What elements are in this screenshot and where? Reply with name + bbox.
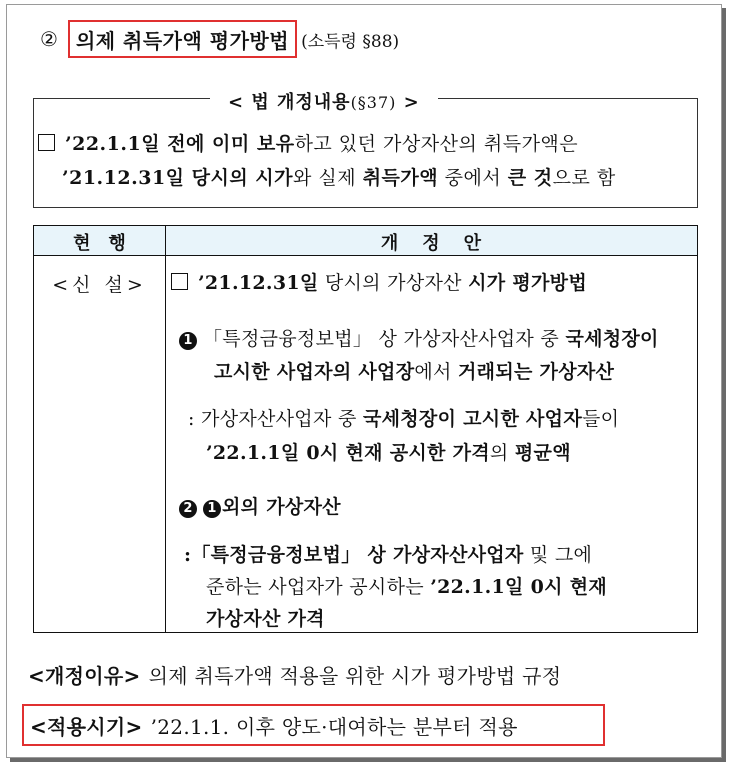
header-current: 현행 — [73, 233, 144, 254]
black-circled-number-icon: 1 — [203, 500, 221, 518]
application-timing — [30, 711, 518, 740]
summary-line-2: ’21.12.31일 당시의 시가와 실제 취득가액 중에서 큰 것으로 함 — [62, 167, 616, 189]
proposed-item-1-desc: : 가상자산사업자 중 국세청장이 고시한 사업자들이 — [188, 408, 620, 430]
comparison-table — [33, 225, 698, 633]
header-proposed: 개정안 — [380, 233, 506, 254]
black-circled-number-icon: 1 — [179, 332, 197, 350]
proposed-item-2-desc-end: 가상자산 가격 — [206, 608, 325, 630]
column-divider — [165, 226, 166, 632]
apply-tag: <적용시기> — [30, 715, 143, 739]
current-cell-new: <신 설> — [52, 274, 147, 296]
table-header-row — [34, 226, 697, 256]
checkbox-icon — [171, 273, 188, 290]
proposed-item-1: 1 「특정금융정보법」 상 가상자산사업자 중 국세청장이 — [179, 324, 659, 351]
proposed-item-2-desc: :「특정금융정보법」 상 가상자산사업자 및 그에 — [184, 544, 593, 566]
proposed-item-1-cont: 고시한 사업자의 사업장에서 거래되는 가상자산 — [214, 361, 615, 383]
reason-text: 의제 취득가액 적용을 위한 시가 평가방법 규정 — [148, 664, 562, 688]
checkbox-icon — [38, 134, 55, 151]
summary-line-1: ’22.1.1일 전에 이미 보유하고 있던 가상자산의 취득가액은 — [38, 129, 578, 156]
section-number: ② — [40, 27, 58, 51]
section-reference: (소득령 §88) — [301, 31, 400, 52]
proposed-item-1-desc-cont: ’22.1.1일 0시 현재 공시한 가격의 평균액 — [206, 442, 571, 464]
proposed-line-1: ’21.12.31일 당시의 가상자산 시가 평가방법 — [171, 268, 587, 295]
summary-legend: < 법 개정내용(§37) > — [210, 88, 438, 114]
black-circled-number-icon: 2 — [179, 500, 197, 518]
section-heading — [40, 22, 399, 56]
proposed-item-2: 2 1 외의 가상자산 — [179, 492, 341, 519]
section-title: 의제 취득가액 평가방법 — [68, 20, 297, 58]
proposed-item-2-desc-cont: 준하는 사업자가 공시하는 ’22.1.1일 0시 현재 — [206, 576, 608, 598]
reason-tag: <개정이유> — [28, 664, 141, 688]
amendment-reason — [28, 660, 561, 689]
apply-text: ’22.1.1. 이후 양도·대여하는 분부터 적용 — [150, 715, 518, 739]
